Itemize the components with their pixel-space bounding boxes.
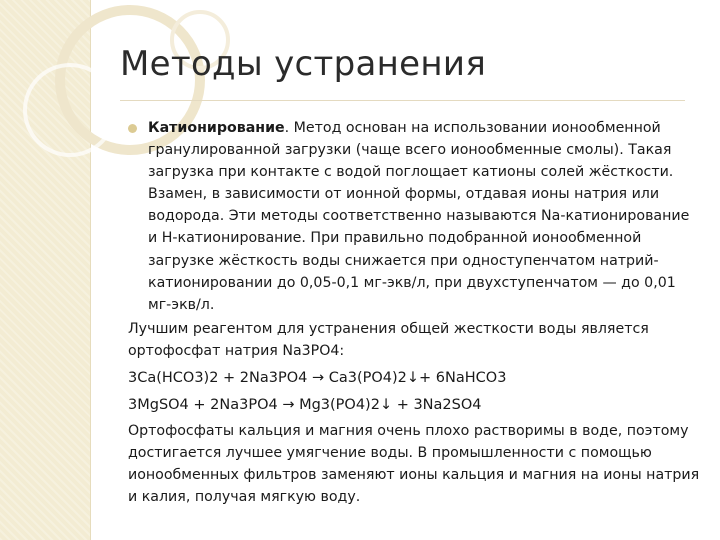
reagent-paragraph: Лучшим реагентом для устранения общей жесткости воды является ортофосфат натрия Na3PO4: — [128, 321, 649, 360]
conclusion-paragraph: Ортофосфаты кальция и магния очень плохо растворимы в воде, поэтому достигается лучшее умягчение воды. В промышленности с помощью ионообменных фильтров заменяют ионы кальция и магния на ионы натрия и калия, получая мягкую воду. — [128, 423, 700, 506]
decorative-sidebar — [0, 0, 91, 540]
equation-1: 3Ca(HCO3)2 + 2Na3PO4 → Ca3(PO4)2↓+ 6NaHCO3 — [128, 370, 507, 386]
equation-2: 3MgSO4 + 2Na3PO4 → Mg3(PO4)2↓ + 3Na2SO4 — [128, 397, 482, 413]
bullet-paragraph — [148, 117, 698, 316]
bullet-text: . Метод основан на использовании ионообменной гранулированной загрузки (чаще всего ионообменные смолы). Такая загрузка при контакте с водой поглощает катионы солей жёсткости. Взамен, в зависимости от ионной формы, отдавая ионы натрия или водорода. Эти методы соответственно называются Na-катионирование и Н-катионирование. При правильно подобранной ионообменной загрузке жёсткость воды снижается при одноступенчатом натрий-катионировании до 0,05-0,1 мг-экв/л, при двухступенчатом — до 0,01 мг-экв/л. — [148, 120, 690, 313]
bullet-dot-icon — [128, 124, 137, 133]
title-divider — [120, 100, 685, 101]
bullet-term: Катионирование — [148, 120, 285, 136]
slide-title: Методы устранения — [120, 44, 487, 84]
